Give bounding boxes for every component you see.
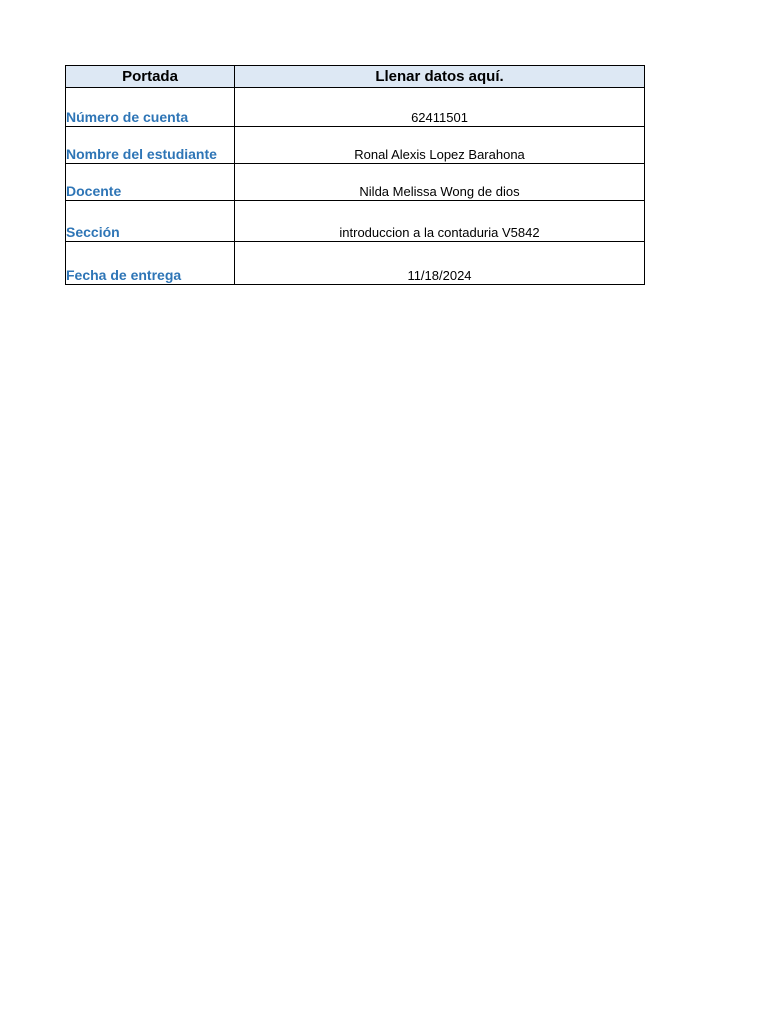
- label-due-date: Fecha de entrega: [66, 242, 235, 285]
- header-fill-data: Llenar datos aquí.: [235, 66, 645, 88]
- table-row: [66, 242, 645, 285]
- table-row: [66, 164, 645, 201]
- value-due-date[interactable]: 11/18/2024: [235, 242, 645, 285]
- value-teacher[interactable]: Nilda Melissa Wong de dios: [235, 164, 645, 201]
- table-row: [66, 201, 645, 242]
- label-section: Sección: [66, 201, 235, 242]
- header-portada: Portada: [66, 66, 235, 88]
- table-row: [66, 127, 645, 164]
- value-account-number[interactable]: 62411501: [235, 88, 645, 127]
- header-row: [66, 66, 645, 88]
- cover-sheet-table: [65, 65, 645, 285]
- label-student-name: Nombre del estudiante: [66, 127, 235, 164]
- value-student-name[interactable]: Ronal Alexis Lopez Barahona: [235, 127, 645, 164]
- label-teacher: Docente: [66, 164, 235, 201]
- value-section[interactable]: introduccion a la contaduria V5842: [235, 201, 645, 242]
- label-account-number: Número de cuenta: [66, 88, 235, 127]
- table-row: [66, 88, 645, 127]
